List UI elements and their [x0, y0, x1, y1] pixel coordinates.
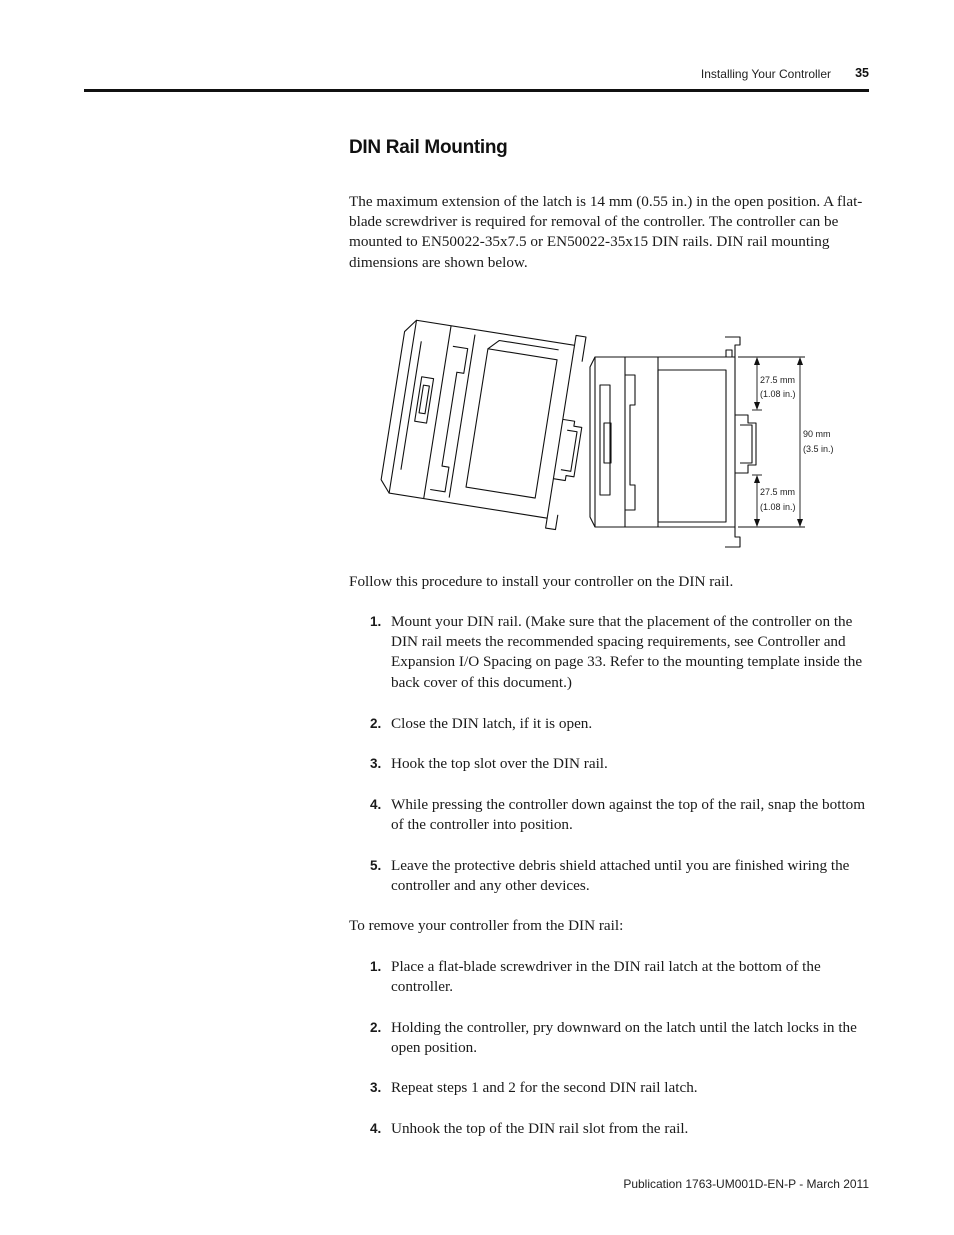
step-text: Place a flat-blade screwdriver in the DIN rail latch at the bottom of the controller.	[391, 958, 821, 996]
step-text: Holding the controller, pry downward on the latch until the latch locks in the open position.	[391, 1019, 857, 1057]
total-dimension-mm: 90 mm	[803, 429, 831, 439]
step-number: 5.	[370, 858, 382, 873]
step-text: Hook the top slot over the DIN rail.	[391, 755, 608, 772]
page-footer: Publication 1763-UM001D-EN-P - March 2011	[623, 1177, 869, 1191]
install-lead: Follow this procedure to install your controller on the DIN rail.	[349, 573, 734, 590]
bottom-dimension-mm: 27.5 mm	[760, 487, 796, 497]
step-number: 1.	[370, 959, 382, 974]
step-text: Mount your DIN rail. (Make sure that the placement of the controller on the DIN rail meets the recommended spacing requirements, see Controller and Expansion I/O Spacing on page 33. Refer to the mounting template inside the back cover of this document.)	[391, 613, 863, 691]
step-number: 3.	[370, 1080, 382, 1095]
step-text: Close the DIN latch, if it is open.	[391, 715, 593, 732]
step-text: Leave the protective debris shield attached until you are finished wiring the controller and any other devices.	[391, 857, 850, 895]
tilted-controller-drawing	[378, 309, 596, 531]
remove-step	[370, 1078, 870, 1098]
din-rail-mounting-figure	[380, 315, 834, 555]
remove-step	[370, 957, 870, 997]
header-page-number: 35	[855, 66, 869, 80]
step-text: While pressing the controller down against the top of the rail, snap the bottom of the controller into position.	[391, 796, 866, 834]
install-step	[370, 612, 870, 693]
remove-step	[370, 1018, 870, 1058]
step-number: 2.	[370, 1020, 382, 1035]
step-number: 4.	[370, 797, 382, 812]
remove-lead: To remove your controller from the DIN rail:	[349, 917, 624, 934]
step-text: Unhook the top of the DIN rail slot from the rail.	[391, 1120, 689, 1137]
step-number: 2.	[370, 716, 382, 731]
header-chapter-title: Installing Your Controller	[700, 67, 831, 81]
intro-paragraph: The maximum extension of the latch is 14 mm (0.55 in.) in the open position. A flat-blade screwdriver is required for removal of the controller. The controller can be mounted to EN50022-35x7.5 or EN50022-35x15 DIN rails. DIN rail mounting dimensions are shown below.	[349, 193, 863, 271]
step-number: 1.	[370, 614, 382, 629]
total-dimension-in: (3.5 in.)	[803, 444, 834, 454]
install-step	[370, 714, 870, 734]
header-rule	[84, 89, 869, 92]
step-text: Repeat steps 1 and 2 for the second DIN rail latch.	[391, 1079, 698, 1096]
install-step	[370, 754, 870, 774]
top-dimension-mm: 27.5 mm	[760, 375, 796, 385]
section-title: DIN Rail Mounting	[349, 137, 508, 158]
remove-step	[370, 1119, 870, 1139]
step-number: 3.	[370, 756, 382, 771]
install-step	[370, 856, 870, 896]
bottom-dimension-in: (1.08 in.)	[760, 502, 796, 512]
step-number: 4.	[370, 1121, 382, 1136]
install-step	[370, 795, 870, 835]
top-dimension-in: (1.08 in.)	[760, 389, 796, 399]
mounted-controller-drawing	[590, 337, 756, 547]
